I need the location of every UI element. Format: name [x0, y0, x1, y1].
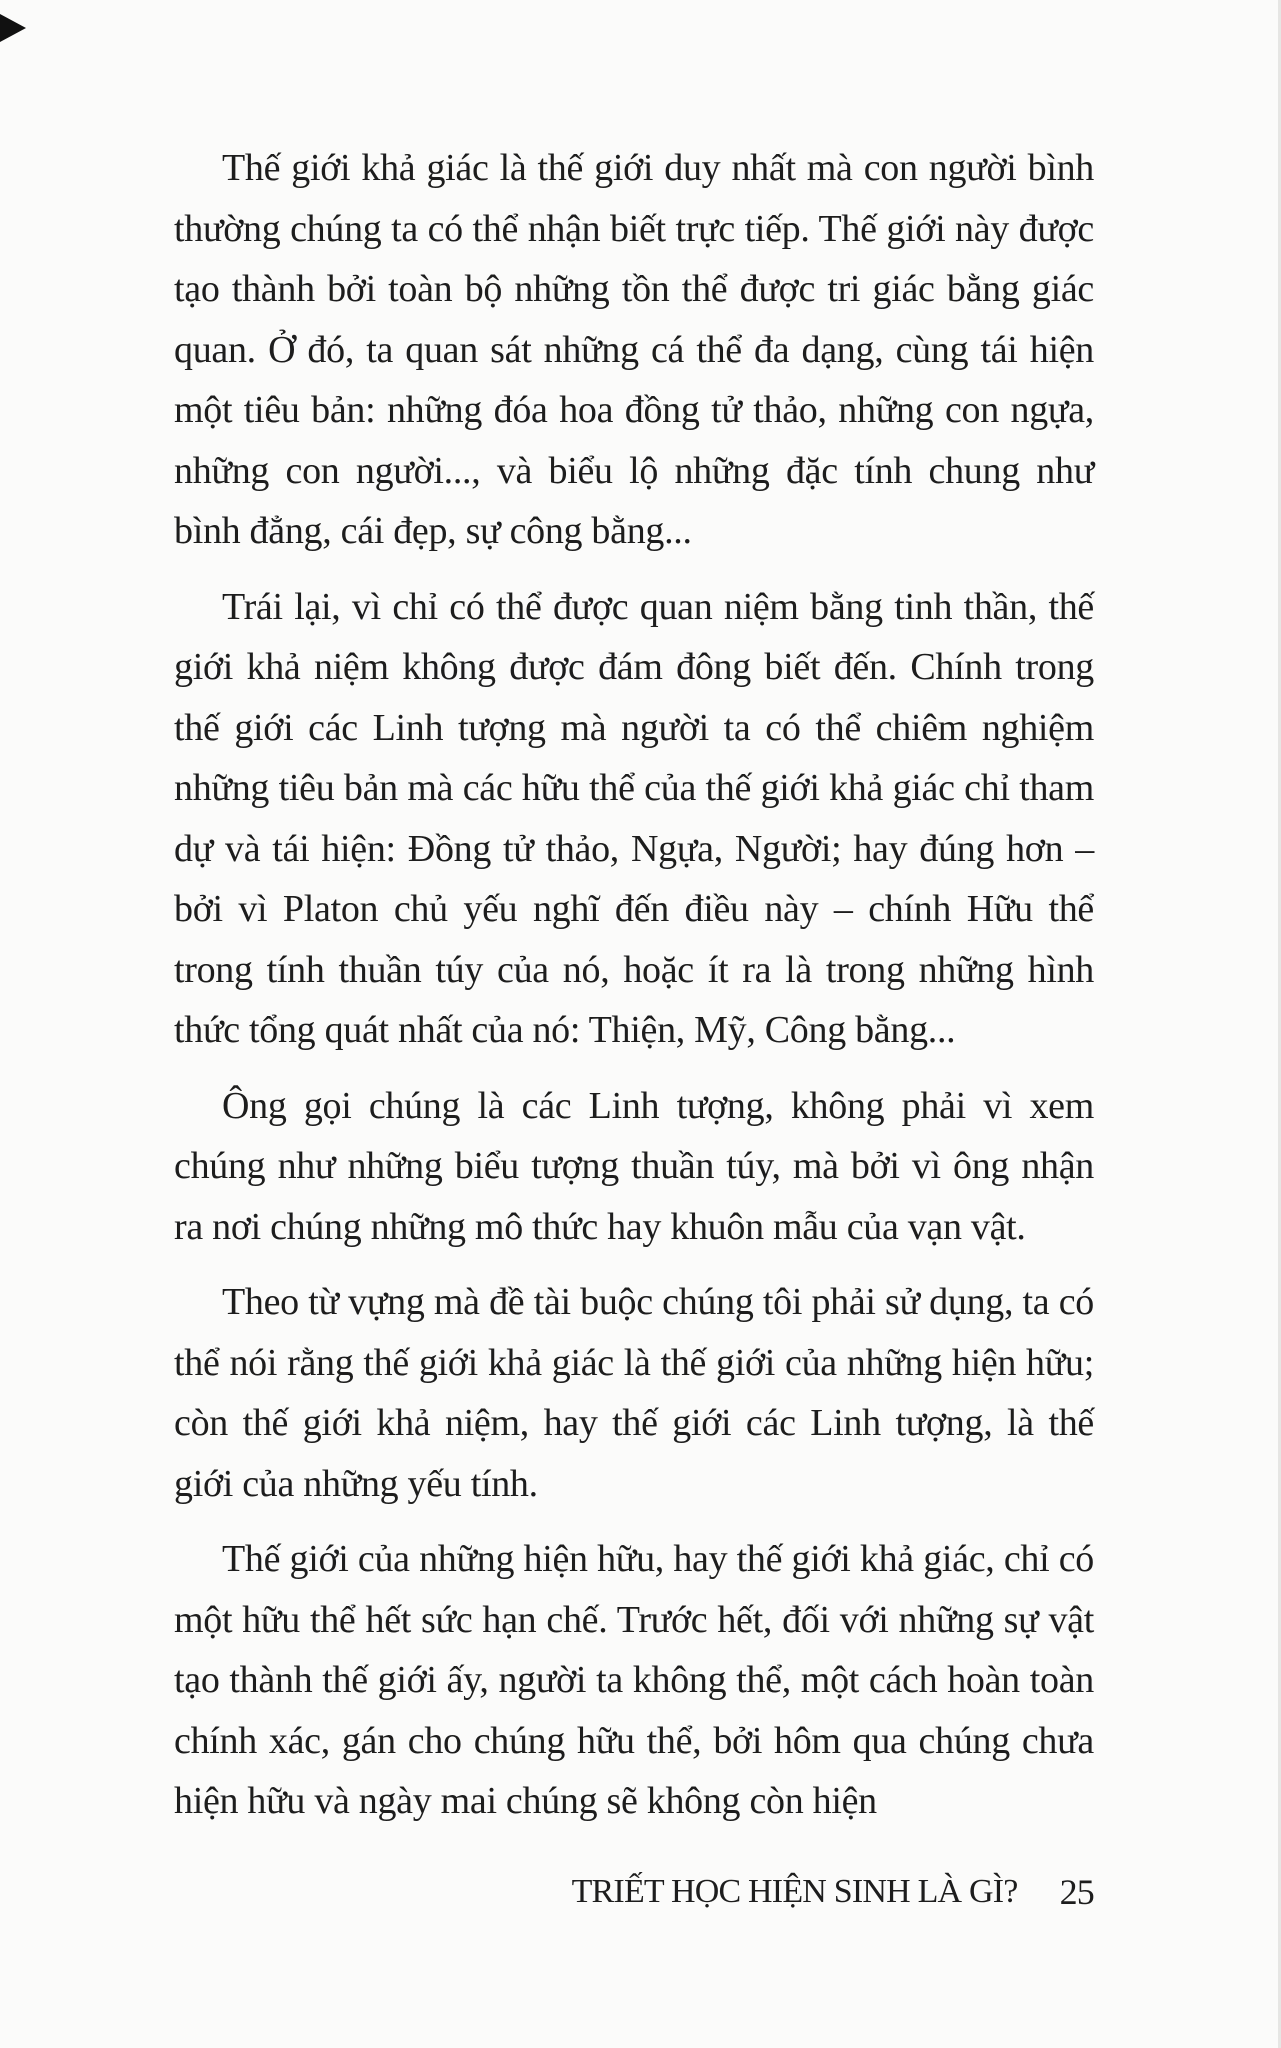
paragraph-2: Trái lại, vì chỉ có thể được quan niệm bằng tinh thần, thế giới khả niệm không được đám đông biết đến. Chính trong thế giới các Linh tượng mà người ta có thể chiêm nghiệm những tiêu bản mà các hữu thể của thế giới khả giác chỉ tham dự và tái hiện: Đồng tử thảo, Ngựa, Người; hay đúng hơn – bởi vì Platon chủ yếu nghĩ đến điều này – chính Hữu thể trong tính thuần túy của nó, hoặc ít ra là trong những hình thức tổng quát nhất của nó: Thiện, Mỹ, Công bằng... — [174, 585, 1094, 1051]
page-marker-arrow-icon — [0, 14, 26, 42]
paragraph-4: Theo từ vựng mà đề tài buộc chúng tôi phải sử dụng, ta có thể nói rằng thế giới khả giác là thế giới của những hiện hữu; còn thế giới khả niệm, hay thế giới các Linh tượng, là thế giới của những yếu tính. — [174, 1281, 1094, 1505]
body-text — [174, 138, 1094, 1847]
page-number: 25 — [1059, 1872, 1094, 1912]
paragraph-1: Thế giới khả giác là thế giới duy nhất mà con người bình thường chúng ta có thể nhận biết trực tiếp. Thế giới này được tạo thành bởi toàn bộ những tồn thể được tri giác bằng giác quan. Ở đó, ta quan sát những cá thể đa dạng, cùng tái hiện một tiêu bản: những đóa hoa đồng tử thảo, những con ngựa, những con người..., và biểu lộ những đặc tính chung như bình đẳng, cái đẹp, sự công bằng... — [174, 147, 1094, 552]
paragraph-3: Ông gọi chúng là các Linh tượng, không phải vì xem chúng như những biểu tượng thuần túy, mà bởi vì ông nhận ra nơi chúng những mô thức hay khuôn mẫu của vạn vật. — [174, 1084, 1094, 1248]
running-footer — [571, 1862, 1094, 1922]
paragraph-5: Thế giới của những hiện hữu, hay thế giới khả giác, chỉ có một hữu thể hết sức hạn chế. Trước hết, đối với những sự vật tạo thành thế giới ấy, người ta không thể, một cách hoàn toàn chính xác, gán cho chúng hữu thể, bởi hôm qua chúng chưa hiện hữu và ngày mai chúng sẽ không còn hiện — [174, 1538, 1094, 1822]
footer-book-title: TRIẾT HỌC HIỆN SINH LÀ GÌ? — [571, 1873, 1018, 1910]
